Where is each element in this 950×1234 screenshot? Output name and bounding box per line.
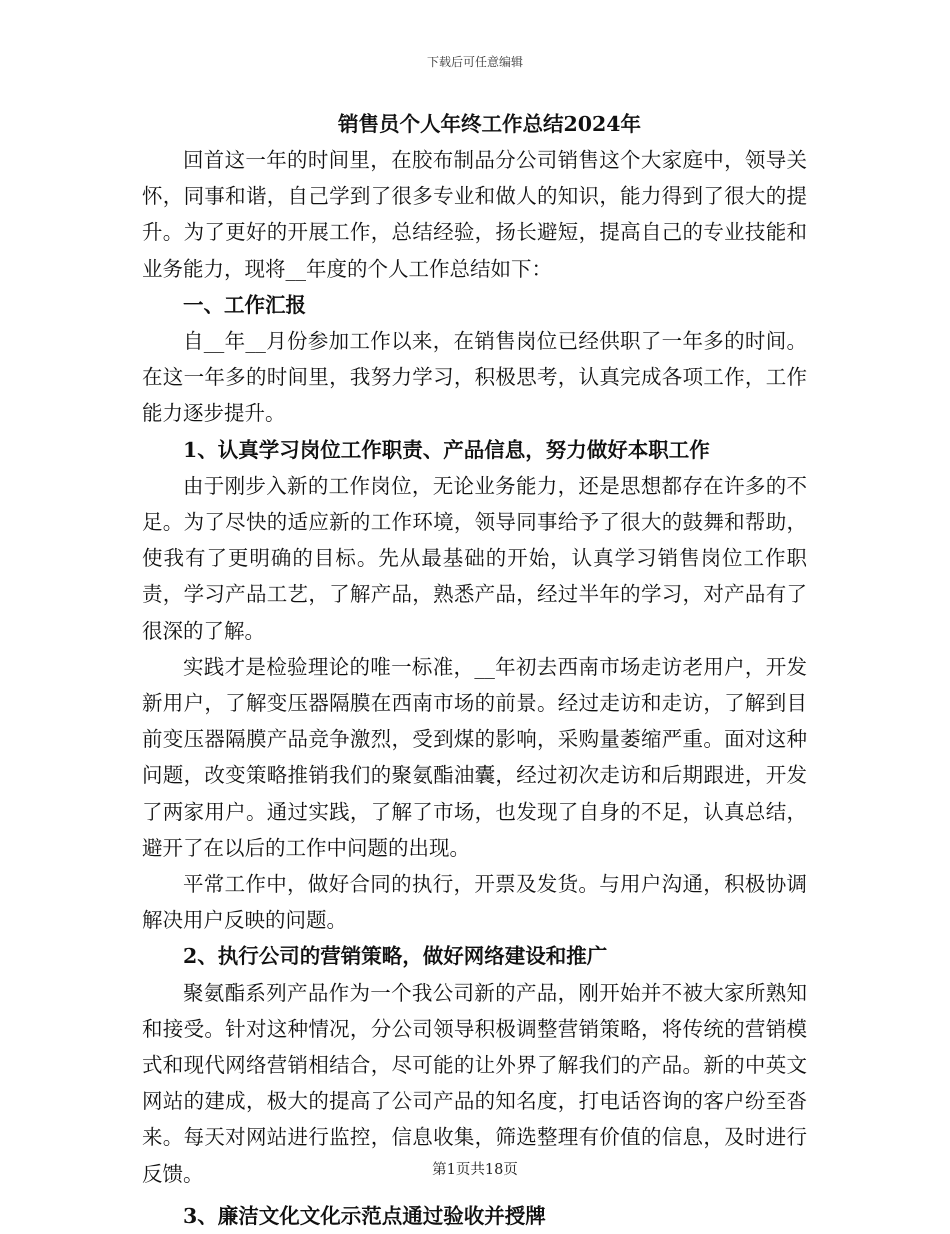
practice-paragraph: 实践才是检验理论的唯一标准，__年初去西南市场走访老用户，开发新用户，了解变压器隔膜在西南市场的前景。经过走访和走访，了解到目前变压器隔膜产品竞争激烈，受到煤的影响，采购量萎缩严重。面对这种问题，改变策略推销我们的聚氨酯油囊，经过初次走访和后期跟进，开发了两家用户。通过实践，了解了市场，也发现了自身的不足，认真总结，避开了在以后的工作中问题的出现。 xyxy=(142,654,807,860)
document-title: 销售员个人年终工作总结2024年 xyxy=(337,112,642,136)
marketing-paragraph: 聚氨酯系列产品作为一个我公司新的产品，刚开始并不被大家所熟知和接受。针对这种情况，分公司领导积极调整营销策略，将传统的营销模式和现代网络营销相结合，尽可能的让外界了解我们的产品。新的中英文网站的建成，极大的提高了公司产品的知名度，打电话咨询的客户纷至沓来。每天对网站进行监控，信息收集，筛选整理有价值的信息，及时进行反馈。 xyxy=(142,980,807,1186)
work-report-paragraph: 自__年__月份参加工作以来，在销售岗位已经供职了一年多的时间。在这一年多的时间里，我努力学习，积极思考，认真完成各项工作，工作能力逐步提升。 xyxy=(142,329,807,426)
subsection-heading-1: 1、认真学习岗位工作职责、产品信息，努力做好本职工作 xyxy=(183,437,710,462)
intro-paragraph: 回首这一年的时间里，在胶布制品分公司销售这个大家庭中，领导关怀，同事和谐，自己学到了很多专业和做人的知识，能力得到了很大的提升。为了更好的开展工作，总结经验，扬长避短，提高自己的专业技能和业务能力，现将__年度的个人工作总结如下： xyxy=(142,148,807,281)
section-heading-work-report: 一、工作汇报 xyxy=(183,292,306,317)
daily-work-paragraph: 平常工作中，做好合同的执行，开票及发货。与用户沟通，积极协调解决用户反映的问题。 xyxy=(142,872,807,933)
document-body xyxy=(142,106,807,1234)
subsection-heading-3: 3、廉洁文化文化示范点通过验收并授牌 xyxy=(183,1203,546,1228)
subsection-heading-2: 2、执行公司的营销策略，做好网络建设和推广 xyxy=(183,944,608,969)
page-number-footer: 第1页共18页 xyxy=(432,1162,518,1178)
header-note: 下载后可任意编辑 xyxy=(426,55,523,69)
learning-paragraph: 由于刚步入新的工作岗位，无论业务能力，还是思想都存在许多的不足。为了尽快的适应新的工作环境，领导同事给予了很大的鼓舞和帮助，使我有了更明确的目标。先从最基础的开始，认真学习销售岗位工作职责，学习产品工艺，了解产品，熟悉产品，经过半年的学习，对产品有了很深的了解。 xyxy=(142,473,807,643)
